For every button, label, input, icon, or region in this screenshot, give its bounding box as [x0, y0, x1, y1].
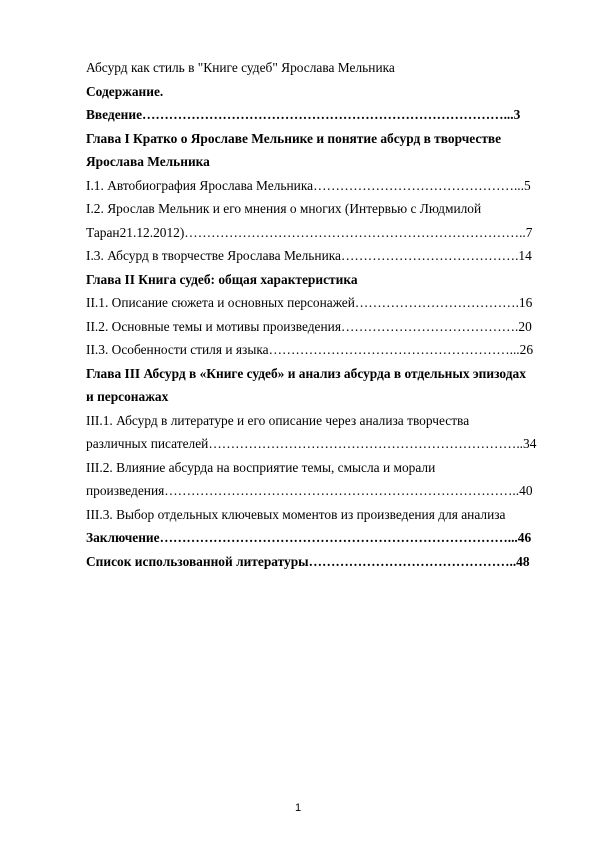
toc-section-3-2-line-2: произведения……………………………………………………………………..40 — [86, 483, 533, 498]
toc-section-1-2-line-1: I.2. Ярослав Мельник и его мнения о многих (Интервью с Людмилой — [86, 201, 482, 216]
document-title: Абсурд как стиль в "Книге судеб" Ярослава Мельника — [86, 60, 395, 75]
toc-section-3-1-line-2: различных писателей……………………………………………………………..34 — [86, 436, 537, 451]
contents-heading: Содержание. — [86, 83, 164, 99]
document-page — [86, 56, 550, 573]
toc-entry-references: Список использованной литературы………………………………………..48 — [86, 553, 530, 569]
toc-chapter-1-line-2: Ярослава Мельника — [86, 154, 210, 169]
toc-entry-conclusion: Заключение……………………………………………………………………...46 — [86, 530, 532, 545]
toc-section-2-2: II.2. Основные темы и мотивы произведения………………………………….20 — [86, 318, 532, 334]
toc-section-3-3: III.3. Выбор отдельных ключевых моментов из произведения для анализа — [86, 506, 506, 522]
toc-section-1-1: I.1. Автобиография Ярослава Мельника………………………………………...5 — [86, 177, 531, 193]
toc-section-1-2-line-2: Таран21.12.2012)…………………………………………………………………..7 — [86, 224, 533, 240]
toc-entry-introduction: Введение………………………………………………………………………...3 — [86, 107, 521, 122]
toc-section-2-3: II.3. Особенности стиля и языка………………………………………………...26 — [86, 342, 534, 357]
toc-chapter-2: Глава II Книга судеб: общая характеристика — [86, 271, 358, 287]
toc-section-1-3: I.3. Абсурд в творчестве Ярослава Мельника………………………………….14 — [86, 248, 532, 263]
page-number: 1 — [294, 802, 302, 814]
toc-chapter-3-line-1: Глава III Абсурд в «Книге судеб» и анализ абсурда в отдельных эпизодах — [86, 365, 526, 381]
toc-section-2-1: II.1. Описание сюжета и основных персонажей……………………………….16 — [86, 295, 533, 310]
toc-section-3-2-line-1: III.2. Влияние абсурда на восприятие темы, смысла и морали — [86, 459, 436, 475]
toc-section-3-1-line-1: III.1. Абсурд в литературе и его описание через анализа творчества — [86, 412, 470, 428]
toc-chapter-3-line-2: и персонажах — [86, 389, 169, 404]
toc-chapter-1-line-1: Глава I Кратко о Ярославе Мельнике и понятие абсурд в творчестве — [86, 130, 502, 146]
